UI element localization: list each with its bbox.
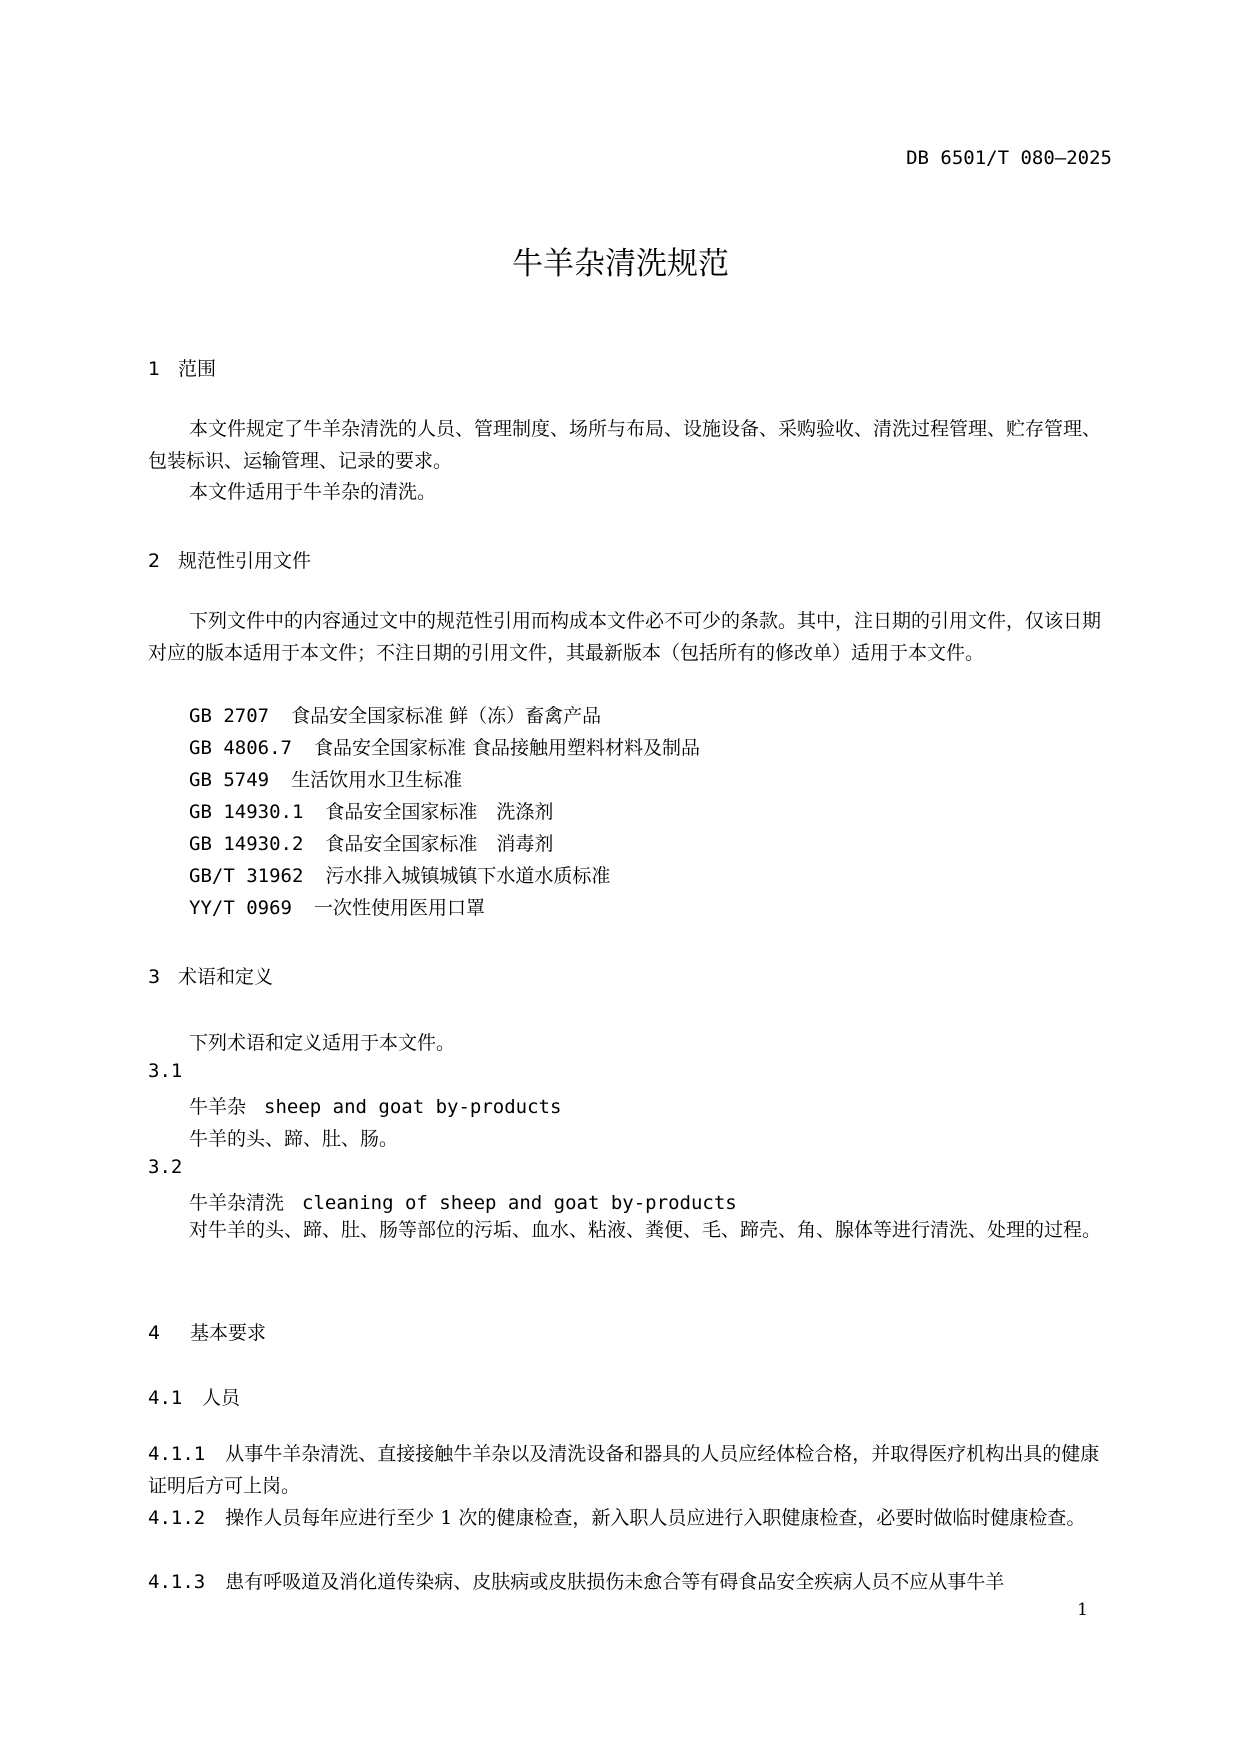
term-title — [189, 1092, 561, 1119]
reference-code: GB 5749 — [189, 769, 270, 791]
clause-number: 4.1.1 — [148, 1443, 206, 1465]
section-number: 2 — [148, 550, 161, 572]
section-1-heading — [148, 354, 216, 381]
section-3-heading — [148, 962, 273, 989]
reference-code: GB 14930.2 — [189, 833, 304, 855]
reference-title: 食品安全国家标准 消毒剂 — [325, 833, 554, 855]
reference-item — [189, 829, 553, 856]
reference-item — [189, 861, 610, 888]
term-definition: 牛羊的头、蹄、肚、肠。 — [189, 1128, 399, 1150]
section-2-paragraph-1: 下列文件中的内容通过文中的规范性引用而构成本文件必不可少的条款。其中，注日期的引用文件，仅该日期对应的版本适用于本文件；不注日期的引用文件，其最新版本（包括所有的修改单）适用于本文件。 — [148, 610, 1102, 664]
section-1-paragraph-1: 本文件规定了牛羊杂清洗的人员、管理制度、场所与布局、设施设备、采购验收、清洗过程管理、贮存管理、包装标识、运输管理、记录的要求。 — [148, 418, 1102, 472]
reference-item — [189, 701, 601, 728]
clause-text: 从事牛羊杂清洗、直接接触牛羊杂以及清洗设备和器具的人员应经体检合格，并取得医疗机构出具的健康证明后方可上岗。 — [148, 1443, 1100, 1497]
reference-code: GB 2707 — [189, 705, 270, 727]
document-number: DB 6501/T 080—2025 — [906, 147, 1112, 169]
term-title — [189, 1188, 737, 1215]
reference-code: GB 4806.7 — [189, 737, 292, 759]
subsection-number: 4.1 — [148, 1387, 183, 1409]
section-title: 术语和定义 — [178, 966, 274, 988]
reference-code: GB/T 31962 — [189, 865, 304, 887]
term-english: cleaning of sheep and goat by-products — [302, 1192, 737, 1214]
reference-item — [189, 765, 462, 792]
term-definition: 对牛羊的头、蹄、肚、肠等部位的污垢、血水、粘液、粪便、毛、蹄壳、角、腺体等进行清洗、处理的过程。 — [189, 1219, 1102, 1241]
reference-item — [189, 893, 485, 920]
reference-title: 食品安全国家标准 鲜（冻）畜禽产品 — [291, 705, 602, 727]
clause-number: 4.1.3 — [148, 1571, 206, 1593]
reference-title: 食品安全国家标准 食品接触用塑料材料及制品 — [313, 737, 700, 759]
term-number: 3.1 — [148, 1060, 183, 1082]
reference-item — [189, 733, 700, 760]
reference-code: YY/T 0969 — [189, 897, 292, 919]
reference-title: 一次性使用医用口罩 — [313, 897, 485, 919]
clause — [148, 1566, 1114, 1598]
clause — [148, 1502, 1114, 1534]
clause — [148, 1438, 1114, 1502]
section-1-paragraph-2: 本文件适用于牛羊杂的清洗。 — [189, 481, 437, 503]
section-title: 范围 — [178, 358, 217, 380]
reference-title: 污水排入城镇城镇下水道水质标准 — [325, 865, 611, 887]
page-number: 1 — [1077, 1600, 1088, 1620]
clause-text: 患有呼吸道及消化道传染病、皮肤病或皮肤损伤未愈合等有碍食品安全疾病人员不应从事牛羊 — [225, 1571, 1005, 1593]
clause-text: 操作人员每年应进行至少 1 次的健康检查，新入职人员应进行入职健康检查，必要时做临时健康检查。 — [225, 1507, 1086, 1529]
section-4-heading — [148, 1318, 266, 1345]
section-number: 3 — [148, 966, 161, 988]
subsection-title: 人员 — [202, 1387, 241, 1409]
section-3-intro: 下列术语和定义适用于本文件。 — [189, 1032, 456, 1054]
term-number: 3.2 — [148, 1156, 183, 1178]
reference-title: 生活饮用水卫生标准 — [291, 769, 463, 791]
reference-code: GB 14930.1 — [189, 801, 304, 823]
term-chinese: 牛羊杂清洗 — [189, 1192, 285, 1214]
section-title: 基本要求 — [190, 1322, 267, 1344]
section-number: 4 — [148, 1322, 161, 1344]
clause-number: 4.1.2 — [148, 1507, 206, 1529]
reference-title: 食品安全国家标准 洗涤剂 — [325, 801, 554, 823]
subsection-heading — [148, 1383, 240, 1410]
page-title: 牛羊杂清洗规范 — [512, 246, 729, 282]
term-english: sheep and goat by-products — [264, 1096, 562, 1118]
reference-item — [189, 797, 553, 824]
section-title: 规范性引用文件 — [178, 550, 312, 572]
section-2-heading — [148, 546, 311, 573]
section-number: 1 — [148, 358, 161, 380]
term-chinese: 牛羊杂 — [189, 1096, 247, 1118]
